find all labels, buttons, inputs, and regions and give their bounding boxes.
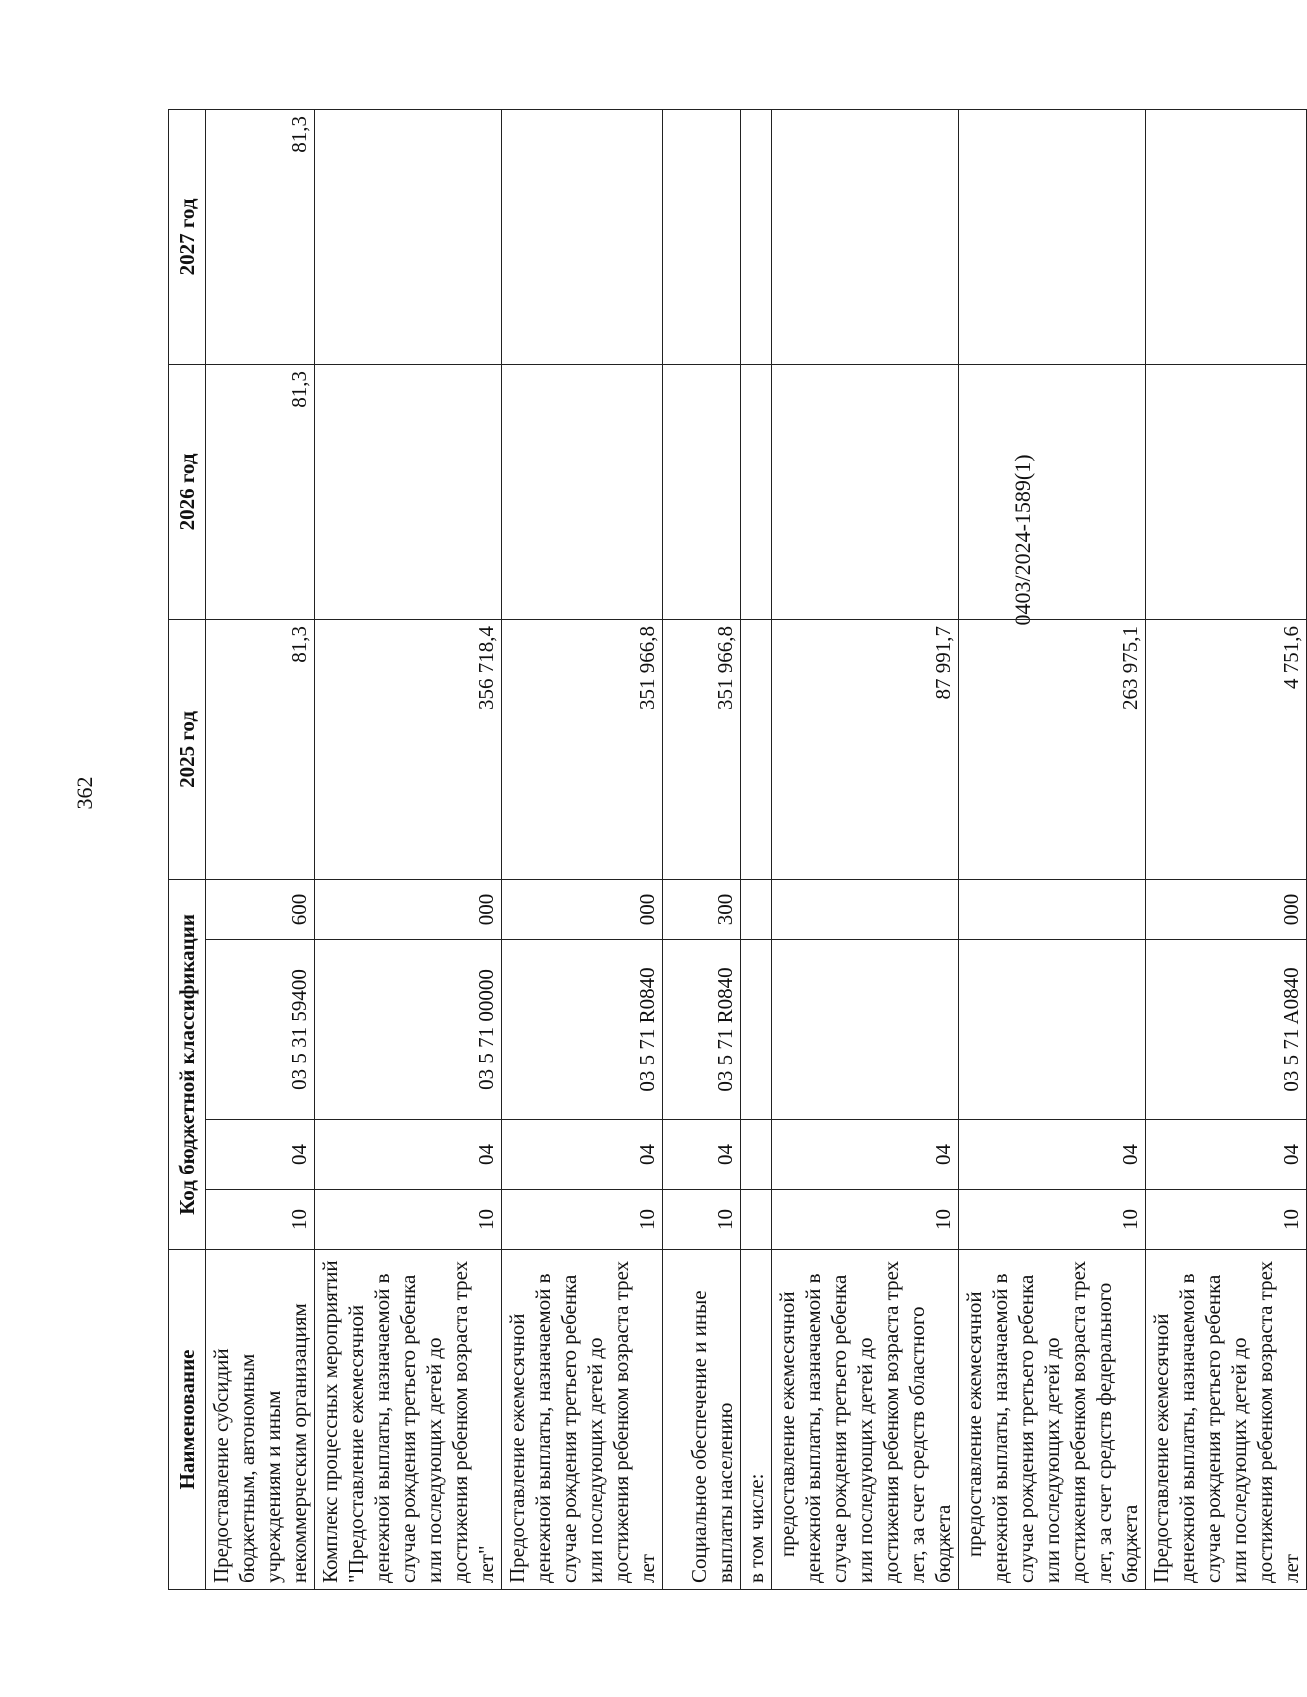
row-name: Комплекс процессных мероприятий "Предоставление ежемесячной денежной выплаты, назначаемой в случае рождения третьего ребенка или последующих детей до достижения ребенком возраста трех лет": [315, 1250, 502, 1590]
value-2026: [959, 364, 1146, 619]
row-name: предоставление ежемесячной денежной выплаты, назначаемой в случае рождения третьего ребенка или последующих детей до достижения ребенком возраста трех лет, за счет средств областного бюджета: [772, 1250, 959, 1590]
header-2025: 2025 год: [169, 619, 206, 879]
code-target: 03 5 71 R0840: [502, 940, 663, 1120]
code-subsection: 04: [502, 1120, 663, 1190]
code-section: 10: [206, 1190, 315, 1250]
code-target: [959, 940, 1146, 1120]
value-2025: [741, 619, 772, 879]
table-row: [772, 109, 959, 1589]
header-name: Наименование: [169, 1250, 206, 1590]
code-section: 10: [663, 1190, 741, 1250]
header-code: Код бюджетной классификации: [169, 879, 206, 1249]
value-2025: 356 718,4: [315, 619, 502, 879]
code-expense-type: [772, 879, 959, 939]
value-2027: [772, 109, 959, 364]
code-target: 03 5 71 A0840: [1146, 940, 1307, 1120]
row-name: Предоставление ежемесячной денежной выплаты, назначаемой в случае рождения третьего ребенка или последующих детей до достижения ребенком возраста трех лет: [1146, 1250, 1307, 1590]
value-2025: 351 966,8: [663, 619, 741, 879]
code-expense-type: 300: [663, 879, 741, 939]
code-target: [741, 940, 772, 1120]
budget-table-container: [168, 110, 1303, 1590]
table-row: [1146, 109, 1307, 1589]
value-2026: [1146, 364, 1307, 619]
value-2026: [663, 364, 741, 619]
value-2025: 4 751,6: [1146, 619, 1307, 879]
code-section: 10: [772, 1190, 959, 1250]
row-name: Социальное обеспечение и иные выплаты населению: [663, 1250, 741, 1590]
code-target: 03 5 71 00000: [315, 940, 502, 1120]
code-expense-type: 000: [502, 879, 663, 939]
value-2026: [741, 364, 772, 619]
row-name: предоставление ежемесячной денежной выплаты, назначаемой в случае рождения третьего ребенка или последующих детей до достижения ребенком возраста трех лет, за счет средств федерального бюджета: [959, 1250, 1146, 1590]
value-2027: [315, 109, 502, 364]
value-2027: [741, 109, 772, 364]
page-number: 362: [72, 776, 97, 810]
value-2026: [502, 364, 663, 619]
document-code: 0403/2024-1589(1): [1010, 454, 1035, 626]
table-row: [315, 109, 502, 1589]
value-2025: 263 975,1: [959, 619, 1146, 879]
code-subsection: 04: [1146, 1120, 1307, 1190]
code-subsection: 04: [315, 1120, 502, 1190]
value-2025: 81,3: [206, 619, 315, 879]
code-expense-type: 000: [1146, 879, 1307, 939]
value-2027: [663, 109, 741, 364]
value-2027: [959, 109, 1146, 364]
header-2027: 2027 год: [169, 109, 206, 364]
code-section: [741, 1190, 772, 1250]
table-row: [502, 109, 663, 1589]
table-row: [741, 109, 772, 1589]
code-subsection: 04: [206, 1120, 315, 1190]
code-section: 10: [502, 1190, 663, 1250]
table-row: [206, 109, 315, 1589]
table-row: [959, 109, 1146, 1589]
value-2027: [1146, 109, 1307, 364]
code-section: 10: [315, 1190, 502, 1250]
value-2027: [502, 109, 663, 364]
code-target: 03 5 31 59400: [206, 940, 315, 1120]
row-name: Предоставление субсидий бюджетным, автономным учреждениям и иным некоммерческим организациям: [206, 1250, 315, 1590]
row-name: в том числе:: [741, 1250, 772, 1590]
budget-table: [168, 109, 1307, 1590]
row-name: Предоставление ежемесячной денежной выплаты, назначаемой в случае рождения третьего ребенка или последующих детей до достижения ребенком возраста трех лет: [502, 1250, 663, 1590]
code-expense-type: 000: [315, 879, 502, 939]
value-2026: 81,3: [206, 364, 315, 619]
code-target: [772, 940, 959, 1120]
code-subsection: 04: [663, 1120, 741, 1190]
value-2026: [315, 364, 502, 619]
code-section: 10: [959, 1190, 1146, 1250]
code-expense-type: [741, 879, 772, 939]
header-row: [169, 109, 206, 1589]
value-2025: 87 991,7: [772, 619, 959, 879]
code-expense-type: [959, 879, 1146, 939]
code-subsection: 04: [959, 1120, 1146, 1190]
table-row: [663, 109, 741, 1589]
code-expense-type: 600: [206, 879, 315, 939]
code-section: 10: [1146, 1190, 1307, 1250]
value-2026: [772, 364, 959, 619]
code-subsection: [741, 1120, 772, 1190]
value-2027: 81,3: [206, 109, 315, 364]
value-2025: 351 966,8: [502, 619, 663, 879]
code-target: 03 5 71 R0840: [663, 940, 741, 1120]
header-2026: 2026 год: [169, 364, 206, 619]
code-subsection: 04: [772, 1120, 959, 1190]
